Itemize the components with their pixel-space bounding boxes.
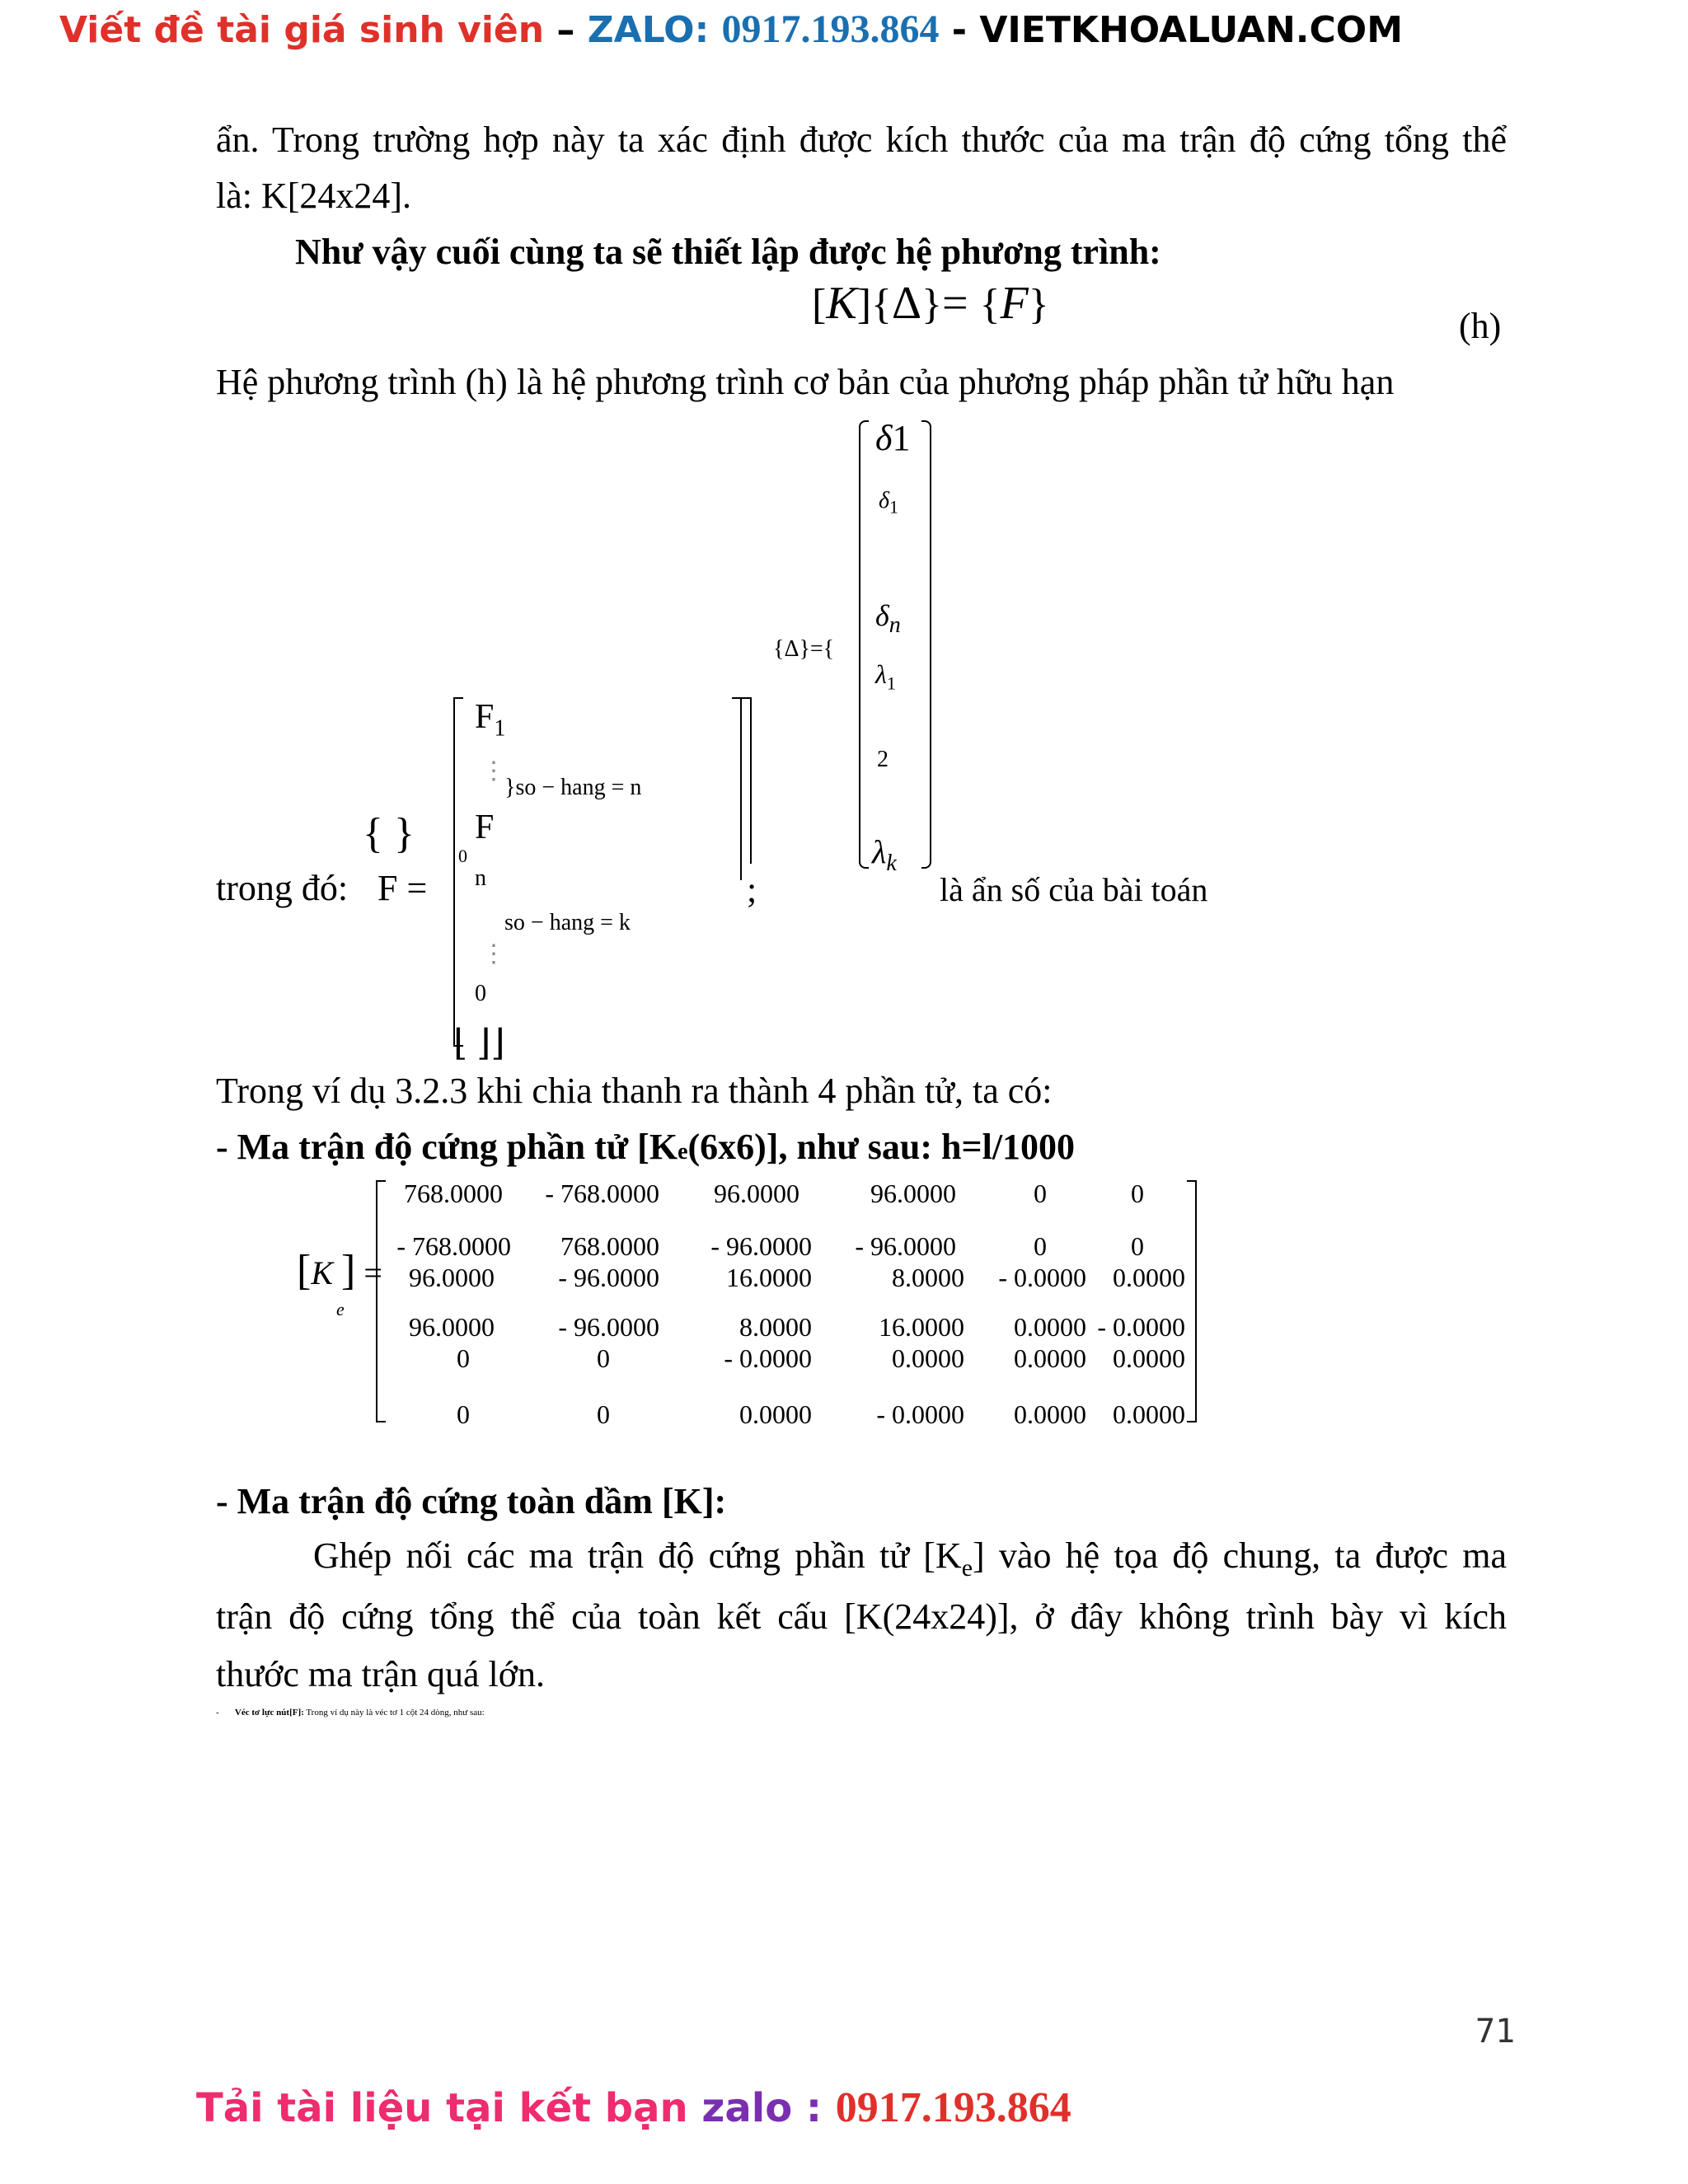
heading-global-stiffness: - Ma trận độ cứng toàn dầm [K]: xyxy=(216,1481,727,1521)
delta-n: $\delta_n$ xyxy=(875,599,901,639)
so-hang-n: }so − hang = n xyxy=(504,775,642,800)
matrix-cell: - 0.0000 xyxy=(1097,1312,1185,1342)
f-zero-1: 0 xyxy=(458,846,467,866)
matrix-cell: - 96.0000 xyxy=(710,1231,812,1261)
f-vector xyxy=(429,692,775,1063)
lambda-1: $\lambda_1$ xyxy=(875,659,896,694)
matrix-cell: 0.0000 xyxy=(892,1343,964,1373)
paragraph-1-line-2: là: K[24x24]. xyxy=(216,176,412,216)
ke-symbol: [K ] = xyxy=(297,1247,382,1294)
delta-right-bracket xyxy=(921,420,931,869)
matrix-cell: 8.0000 xyxy=(739,1312,812,1342)
matrix-cell: 96.0000 xyxy=(870,1179,956,1208)
delta-1: δ1 xyxy=(875,418,911,458)
paragraph-4-line-3: thước ma trận quá lớn. xyxy=(216,1654,546,1694)
matrix-cell: - 96.0000 xyxy=(558,1312,659,1342)
matrix-cell: 16.0000 xyxy=(726,1263,812,1292)
f-n-sub: n xyxy=(475,865,486,891)
matrix-cell: - 768.0000 xyxy=(545,1179,659,1208)
header-phone: 0917.193.864 xyxy=(721,7,940,51)
matrix-cell: 0 xyxy=(1131,1179,1144,1208)
f-zero-2: 0 xyxy=(475,981,486,1006)
trong-do-label: trong đó: xyxy=(216,868,349,908)
footer-banner xyxy=(196,2083,1071,2132)
footer-phone: 0917.193.864 xyxy=(835,2084,1071,2131)
ke-subscript: e xyxy=(336,1299,345,1319)
matrix-cell: 0 xyxy=(1034,1231,1047,1261)
matrix-cell: 96.0000 xyxy=(409,1312,495,1342)
f-symbol: F = xyxy=(377,868,428,908)
matrix-cell: - 0.0000 xyxy=(998,1263,1086,1292)
tiny-note: - Véc tơ lực nút[F]: Trong ví dụ này là véc tơ 1 cột 24 dòng, như sau: xyxy=(216,1708,485,1718)
element-stiffness-matrix xyxy=(379,1179,1195,1429)
semicolon: ; xyxy=(747,869,757,910)
matrix-cell: 16.0000 xyxy=(879,1312,964,1342)
heading-system-of-equations: Như vậy cuối cùng ta sẽ thiết lập được hệ phương trình: xyxy=(295,232,1161,272)
equation-label: (h) xyxy=(1459,306,1502,346)
matrix-cell: 8.0000 xyxy=(892,1263,964,1292)
page-number: 71 xyxy=(1475,2013,1516,2050)
matrix-cell: 768.0000 xyxy=(404,1179,503,1208)
paragraph-2: Hệ phương trình (h) là hệ phương trình cơ bản của phương pháp phần tử hữu hạn xyxy=(216,362,1395,402)
matrix-cell: 0 xyxy=(457,1399,470,1429)
f-left-bracket xyxy=(453,697,463,1047)
matrix-cell: 0.0000 xyxy=(1014,1399,1086,1429)
matrix-cell: 0.0000 xyxy=(1113,1263,1185,1292)
matrix-cell: - 0.0000 xyxy=(724,1343,812,1373)
matrix-cell: 96.0000 xyxy=(714,1179,799,1208)
footer-zalo: zalo : xyxy=(701,2085,836,2131)
f-vdots-2: ⋮ xyxy=(481,940,506,968)
matrix-cell: 0 xyxy=(1131,1231,1144,1261)
matrix-cell: 0.0000 xyxy=(1113,1399,1185,1429)
matrix-cell: 0.0000 xyxy=(1014,1343,1086,1373)
paragraph-4-line-1: Ghép nối các ma trận độ cứng phần tử $[K_e]$ vào hệ tọa độ chung, ta được ma xyxy=(313,1535,1507,1582)
f-right-bracket-outer xyxy=(732,697,742,880)
f-braces: { } xyxy=(363,810,415,857)
f-n: F xyxy=(475,808,495,846)
delta-equals: {Δ}={ xyxy=(773,636,835,662)
f-bottom-brackets: ⌊ ⌋⌋ xyxy=(453,1023,505,1063)
header-banner xyxy=(59,7,1403,52)
lambda-k: $\lambda_k$ xyxy=(872,833,897,876)
matrix-cell: - 768.0000 xyxy=(396,1231,511,1261)
so-hang-k: so − hang = k xyxy=(504,910,631,935)
heading-element-stiffness: - Ma trận độ cứng phần tử [Ke(6x6)], như sau: h=l/1000 xyxy=(216,1127,1076,1167)
footer-text: Tải tài liệu tại kết bạn xyxy=(196,2085,702,2131)
matrix-cell: 0.0000 xyxy=(739,1399,812,1429)
matrix-cell: - 96.0000 xyxy=(855,1231,956,1261)
main-equation: [K]{Δ}= {F} xyxy=(812,278,1049,329)
header-text: Viết đề tài giá sinh viên xyxy=(59,9,545,51)
lambda-2: 2 xyxy=(877,747,889,772)
matrix-cell: 0 xyxy=(457,1343,470,1373)
delta-1-small: $\delta_1$ xyxy=(879,488,899,518)
matrix-cell: 96.0000 xyxy=(409,1263,495,1292)
header-zalo-label: ZALO: xyxy=(587,9,722,51)
matrix-cell: 0 xyxy=(1034,1179,1047,1208)
f-right-bracket xyxy=(742,697,752,864)
header-dash: – xyxy=(544,9,588,51)
unknowns-text: là ẩn số của bài toán xyxy=(940,871,1208,908)
f-vdots-1: ⋮ xyxy=(481,757,506,785)
matrix-cell: - 96.0000 xyxy=(558,1263,659,1292)
matrix-cell: 0.0000 xyxy=(1113,1343,1185,1373)
header-site: - VIETKHOALUAN.COM xyxy=(939,9,1403,51)
delta-left-bracket xyxy=(859,420,869,869)
matrix-cell: - 0.0000 xyxy=(876,1399,964,1429)
paragraph-4-line-2: trận độ cứng tổng thể của toàn kết cấu [K(24x24)], ở đây không trình bày vì kích xyxy=(216,1596,1507,1637)
matrix-cell: 0 xyxy=(597,1343,610,1373)
f-1: $F_1$ xyxy=(475,698,506,742)
matrix-cell: 0.0000 xyxy=(1014,1312,1086,1342)
paragraph-1-line-1: ẩn. Trong trường hợp này ta xác định được kích thước của ma trận độ cứng tổng thể xyxy=(216,120,1507,160)
matrix-cell: 768.0000 xyxy=(560,1231,659,1261)
paragraph-3: Trong ví dụ 3.2.3 khi chia thanh ra thành 4 phần tử, ta có: xyxy=(216,1071,1053,1111)
matrix-cell: 0 xyxy=(597,1399,610,1429)
